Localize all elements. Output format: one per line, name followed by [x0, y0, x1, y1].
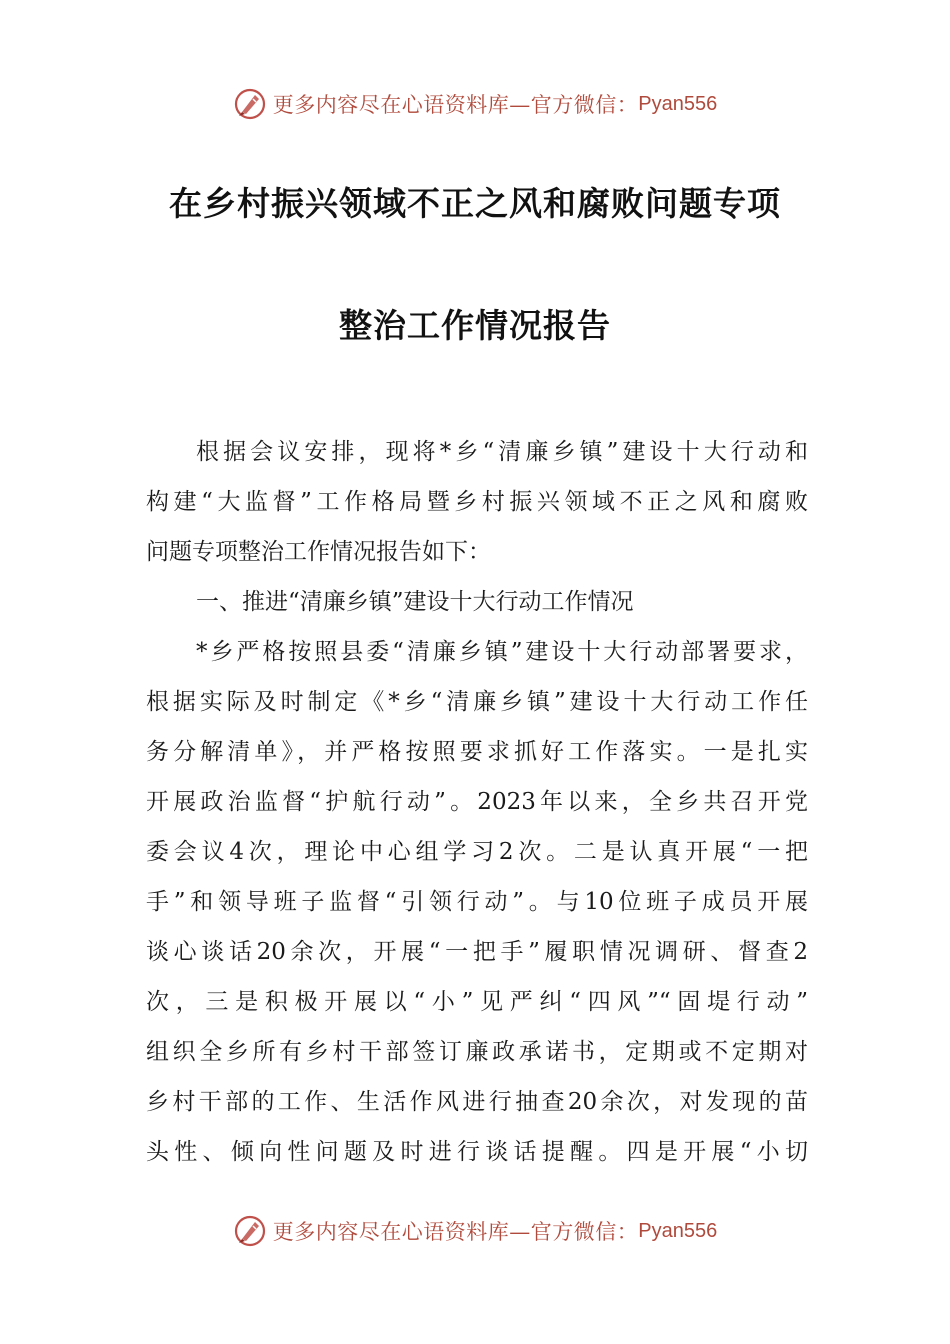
body-line: 谈心谈话20余次，开展“一把手”履职情况调研、督查2 [146, 939, 808, 965]
body-line: 问题专项整治工作情况报告如下： [146, 539, 491, 565]
document-title-line-1: 在乡村振兴领域不正之风和腐败问题专项 [169, 184, 781, 223]
section-heading: 一、推进“清廉乡镇”建设十大行动工作情况 [196, 589, 634, 615]
watermark-text: 更多内容尽在心语资料库—官方微信： [272, 93, 639, 117]
document-body [146, 427, 808, 1177]
body-line: 根据会议安排，现将*乡“清廉乡镇”建设十大行动和 [196, 439, 808, 465]
pen-nib-logo-icon [233, 87, 267, 121]
body-line: 次，三是积极开展以“小”见严纠“四风”“固堤行动” [146, 989, 808, 1015]
header-watermark [0, 84, 950, 124]
document-title-line-2: 整治工作情况报告 [339, 306, 611, 345]
footer-watermark [0, 1211, 950, 1251]
pen-nib-logo-icon [233, 1214, 267, 1248]
body-line: 组织全乡所有乡村干部签订廉政承诺书，定期或不定期对 [146, 1039, 808, 1065]
watermark-id: Pyan556 [638, 1219, 718, 1242]
body-line: 乡村干部的工作、生活作风进行抽查20余次，对发现的苗 [146, 1089, 808, 1115]
body-line: 头性、倾向性问题及时进行谈话提醒。四是开展“小切 [146, 1139, 808, 1165]
body-line: 构建“大监督”工作格局暨乡村振兴领域不正之风和腐败 [146, 489, 808, 515]
watermark-id: Pyan556 [638, 92, 718, 115]
body-line: 开展政治监督“护航行动”。2023年以来，全乡共召开党 [146, 789, 808, 815]
body-line: 务分解清单》，并严格按照要求抓好工作落实。一是扎实 [146, 739, 808, 765]
body-line: *乡严格按照县委“清廉乡镇”建设十大行动部署要求， [196, 639, 808, 665]
body-line: 委会议4次，理论中心组学习2次。二是认真开展“一把 [146, 839, 808, 865]
watermark-text: 更多内容尽在心语资料库—官方微信： [272, 1220, 639, 1244]
body-line: 根据实际及时制定《*乡“清廉乡镇”建设十大行动工作任 [146, 689, 808, 715]
body-line: 手”和领导班子监督“引领行动”。与10位班子成员开展 [146, 889, 808, 915]
